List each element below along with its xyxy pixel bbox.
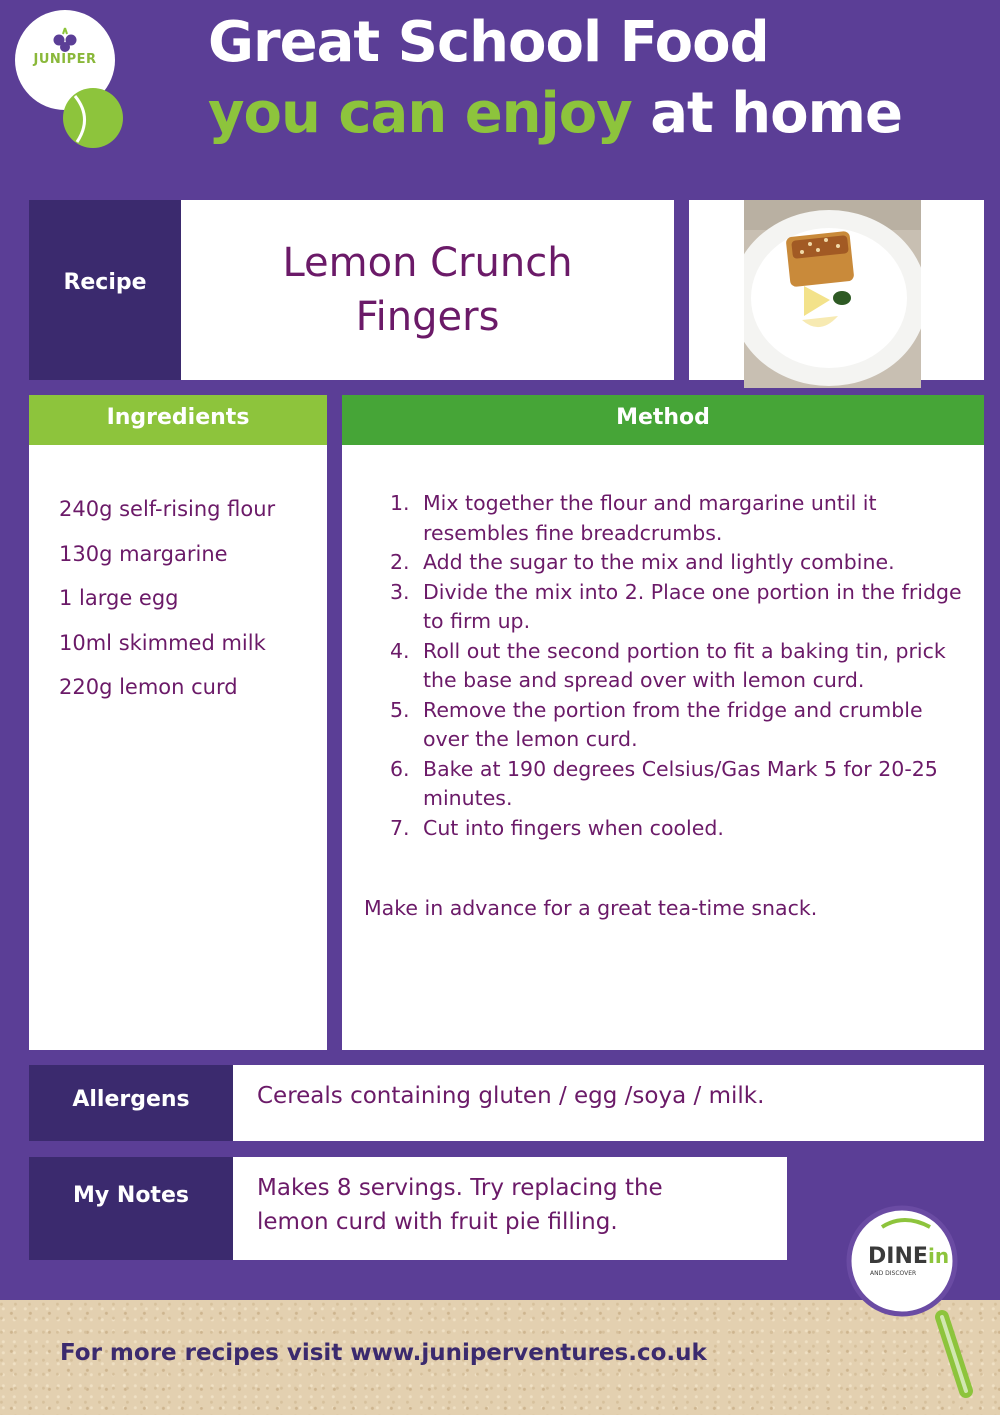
method-step [390,814,965,844]
allergens-label: Allergens [72,1087,190,1112]
step-number: 4. [390,638,410,663]
tennis-ball-icon [63,88,123,148]
recipe-label-panel [29,200,181,380]
step-text: Mix together the flour and margarine until it resembles fine breadcrumbs. [423,491,877,545]
ingredients-header [29,395,327,445]
step-number: 3. [390,579,410,604]
step-text: Divide the mix into 2. Place one portion in the fridge to firm up. [423,579,962,633]
method-steps [390,489,965,843]
step-number: 7. [390,815,410,840]
logo-text: JUNIPER [33,52,97,67]
dine-in-badge [846,1205,976,1405]
method-panel [342,445,984,1050]
page-headline [208,8,902,150]
method-step [390,548,965,578]
step-text: Roll out the second portion to fit a baking tin, prick the base and spread over with lemon curd. [423,638,946,692]
headline-line-1: Great School Food [208,10,769,75]
berries-icon [50,26,80,52]
allergens-label-panel [29,1065,233,1141]
magnifier-icon [846,1205,976,1405]
method-step [390,637,965,696]
allergens-value: Cereals containing gluten / egg /soya / milk. [257,1083,765,1109]
notes-line-2: lemon curd with fruit pie filling. [257,1209,618,1235]
notes-label-panel [29,1157,233,1260]
ingredient-item: 130g margarine [59,541,228,566]
ingredient-item: 240g self-rising flour [59,497,276,521]
recipe-title-panel [181,200,674,380]
ingredient-item: 1 large egg [59,586,179,610]
recipe-title-line-1: Lemon Crunch [282,240,573,286]
method-step [390,489,965,548]
step-text: Add the sugar to the mix and lightly combine. [423,550,895,574]
badge-subtitle: AND DISCOVER [870,1270,917,1277]
recipe-label: Recipe [63,270,147,295]
ingredients-heading: Ingredients [106,405,250,430]
badge-title: DINE [868,1244,928,1269]
step-text: Cut into fingers when cooled. [423,815,724,840]
notes-value-panel [233,1157,787,1260]
headline-green-text: you can enjoy [208,81,632,146]
step-number: 2. [390,550,410,574]
method-step [390,578,965,637]
recipe-title-line-2: Fingers [355,294,500,340]
ingredient-item: 10ml skimmed milk [59,630,266,655]
recipe-title [181,236,674,344]
footer-link-text: For more recipes visit www.juniperventures.co.uk [60,1340,707,1366]
notes-label: My Notes [73,1183,189,1208]
notes-value [257,1171,663,1239]
allergens-value-panel [233,1065,984,1141]
step-number: 5. [390,697,410,722]
step-text: Remove the portion from the fridge and crumble over the lemon curd. [423,697,923,751]
method-step [390,755,965,814]
method-note: Make in advance for a great tea-time snack. [364,896,818,920]
badge-in: in [928,1244,950,1268]
ingredients-list [59,487,275,710]
method-step [390,696,965,755]
ingredient-item: 220g lemon curd [59,675,238,699]
notes-line-1: Makes 8 servings. Try replacing the [257,1175,663,1201]
step-text: Bake at 190 degrees Celsius/Gas Mark 5 for 20-25 minutes. [423,756,938,810]
method-heading: Method [616,405,710,430]
ingredients-panel [29,445,327,1050]
step-number: 1. [390,491,410,515]
headline-white-text: at home [650,81,902,146]
headline-line-2 [208,78,902,150]
recipe-photo [744,200,921,388]
juniper-logo [15,10,130,140]
step-number: 6. [390,756,410,781]
method-header [342,395,984,445]
